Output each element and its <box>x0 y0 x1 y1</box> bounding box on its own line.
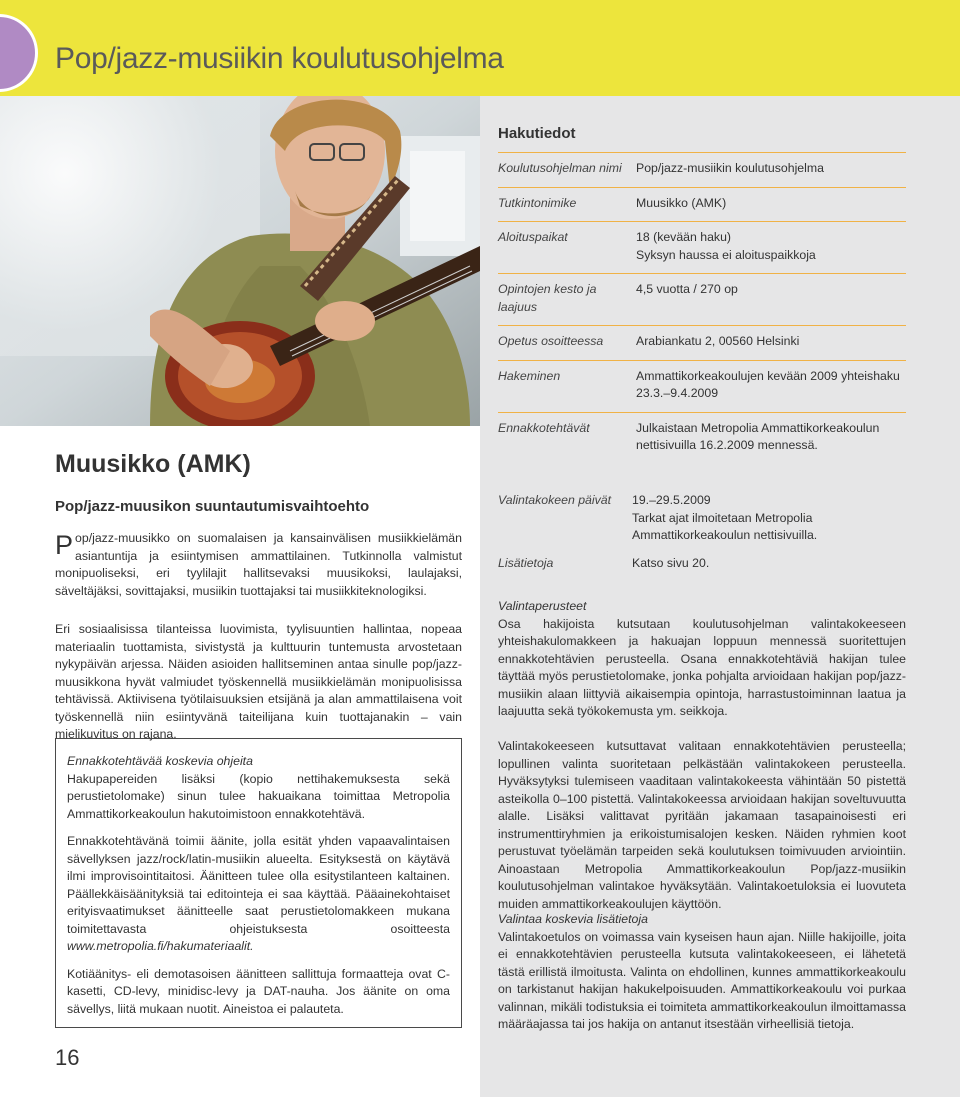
page-title: Pop/jazz-musiikin koulutusohjelma <box>55 42 504 75</box>
exam-description: Valintakokeeseen kutsuttavat valitaan ennakkotehtävien perusteella; lopullinen valinta suoritetaan pelkästään valintakokeen perusteella. Hyväksytyksi tulemiseen vaaditaan valintakokeesta vähintään 50 pistettä asteikolla 0–100 pistettä. Valintakokeessa arvioidaan hakijan soveltuvuutta alalle. Lisäksi valittavat pyritään jakamaan tasapainoisesti eri instrumenttiryhmien ja erikoistumisalojen kesken. Näiden ryhmien koot perustuvat työelämän tarpeiden sekä koulutuksen toimivuuden arviointiin. Ainoastaan Metropolia Ammattikorkeakoulun Pop/jazz-musiikin koulutusohjelman valintakoe hyväksytään. Valintakoetuloksia ei luovuteta muiden ammattikorkeakoulujen käyttöön. <box>498 739 906 911</box>
info-value: Julkaistaan Metropolia Ammattikorkeakoulun nettisivuilla 16.2.2009 mennessä. <box>636 420 880 452</box>
info-label: Opintojen kesto ja laajuus <box>498 282 597 314</box>
degree-heading: Muusikko (AMK) <box>55 450 251 478</box>
application-info-table <box>498 152 906 464</box>
intro-text: op/jazz-muusikko on suomalaisen ja kansainvälisen musiikkielämän asiantuntija ja esiintymisen ammattilainen. Tutkinnolla valmistut monipuoliseksi, eri tyylilajit hallitsevaksi muusikoksi, laulajaksi, säveltäjäksi, sovittajaksi, musiikin tuottajaksi tai musiikkiteknologiksi. <box>55 531 462 598</box>
box-paragraph-3: Kotiäänitys- eli demotasoisen äänitteen sallittuja formaatteja ovat C-kasetti, CD-levy, minidisc-levy ja DAT-nauha. Jos äänite on oma sävellys, liitä mukaan nuotit. Aineistoa ei palauteta. <box>67 966 450 1016</box>
info-value: Katso sivu 20. <box>632 555 710 570</box>
selection-extra-text: Valintakoetulos on voimassa vain kyseisen haun ajan. Niille hakijoille, joita ei ennakkotehtävien perusteella kutsuta valintakokeeseen, ei lähetetä tästä erillistä ilmoitusta. Valinta on ehdollinen, kunnes ammattikorkeakoulu on tarkistanut hakijan hakukelpoisuuden. Ammattikorkeakoulu voi purkaa valinnan, mikäli todistuksia ei toimiteta ammattikorkeakoulun ilmoittamassa määräajassa tai jos hakija on antanut itsestään virheellisiä tietoja. <box>498 929 906 1031</box>
info-label: Valintakokeen päivät <box>498 493 612 507</box>
info-row-exam-dates <box>498 492 906 545</box>
exam-info <box>498 492 906 582</box>
hakutiedot-heading: Hakutiedot <box>498 125 576 142</box>
info-label: Tutkintonimike <box>498 195 577 210</box>
info-value: 19.–29.5.2009 Tarkat ajat ilmoitetaan Metropolia Ammattikorkeakoulun nettisivuilla. <box>632 493 818 542</box>
box-paragraph-2-text: Ennakkotehtävänä toimii äänite, jolla esität yhden vapaavalintaisen sävellyksen jazz/rock/latin-musiikin alueelta. Esityksestä on käytävä ilmi improvisointitaitosi. Äänitteen tulee olla esitystilanteen kaltainen. Päällekkäisäänityksiä tai editointeja ei saa käyttää. Pääainekohtaiset erityisvaatimukset äänitteelle saat perustietolomakkeen mukana toimitettavasta ohjeistuksesta osoitteesta <box>67 834 450 936</box>
info-row-places <box>498 221 906 273</box>
info-row-program <box>498 152 906 187</box>
intro-paragraph <box>55 530 462 600</box>
specialization-heading: Pop/jazz-muusikon suuntautumisvaihtoehto <box>55 498 370 515</box>
info-label: Ennakkotehtävät <box>498 420 590 435</box>
box-paragraph-2 <box>67 833 450 956</box>
info-value: Arabiankatu 2, 00560 Helsinki <box>636 334 800 348</box>
info-row-address <box>498 325 906 360</box>
selection-extra-title: Valintaa koskevia lisätietoja <box>498 912 648 926</box>
info-row-applying <box>498 360 906 412</box>
drop-cap: P <box>55 530 74 560</box>
instructions-box <box>55 738 462 1028</box>
selection-criteria-section <box>498 598 906 721</box>
info-label: Koulutusohjelman nimi <box>498 161 622 175</box>
info-value: 18 (kevään haku) Syksyn haussa ei aloituspaikkoja <box>636 230 816 262</box>
selection-criteria-text: Osa hakijoista kutsutaan koulutusohjelman valintakokeeseen yhteishakulomakkeen ja hakuajan loppuun mennessä suoritettujen ennakkotehtävien perusteella. Osana ennakkotehtäviä hakijan tulee täyttää myös perustietolomake, jonka pohjalta arvioidaan hakijan pop/jazz-musiikin alaan liittyviä aikaisempia opintoja, harrastustoiminnan laatua ja laajuutta sekä työkokemusta ym. seikkoja. <box>498 616 906 718</box>
info-row-duration <box>498 273 906 325</box>
info-row-degree <box>498 187 906 222</box>
info-value: Muusikko (AMK) <box>636 195 727 210</box>
guitarist-photo <box>0 96 480 426</box>
info-value: Ammattikorkeakoulujen kevään 2009 yhteishaku 23.3.–9.4.2009 <box>636 368 900 400</box>
box-paragraph-1: Hakupapereiden lisäksi (kopio nettihakemuksesta sekä perustietolomake) sinun tulee hakuaikana toimittaa Metropolia Ammattikorkeakoulun hakutoimistoon ennakkotehtävä. <box>67 771 450 821</box>
info-label: Aloituspaikat <box>498 230 568 244</box>
info-label: Hakeminen <box>498 368 561 383</box>
hakumateriaalit-link[interactable]: www.metropolia.fi/hakumateriaalit. <box>67 939 254 953</box>
selection-criteria-title: Valintaperusteet <box>498 599 587 613</box>
info-label: Lisätietoja <box>498 555 554 570</box>
box-title: Ennakkotehtävää koskevia ohjeita <box>67 754 253 768</box>
info-row-pre-tasks <box>498 412 906 464</box>
info-value: 4,5 vuotta / 270 op <box>636 282 738 296</box>
info-value: Pop/jazz-musiikin koulutusohjelma <box>636 161 824 175</box>
selection-extra-section <box>498 911 906 1034</box>
paragraph-2: Eri sosiaalisissa tilanteissa luovimista, tyylisuuntien hallintaa, nopeaa materiaalin tuottamista, sivistystä ja kulttuurin tuntemusta arvostetaan nykypäivän arjessa. Näiden asioiden hallitseminen antaa sinulle pop/jazz-muusikkona hyvät valmiudet työskennellä musiikkielämän monipuolisissa tehtävissä. Aktiivisena työtilaisuuksien etsijänä ja alan ammattilaisena voit työskennellä niin esiintyvänä taiteilijana kuin tuottajanakin – vain mielikuvitus on rajana. <box>55 622 462 741</box>
info-label: Opetus osoitteessa <box>498 334 604 348</box>
info-row-more-info <box>498 555 906 573</box>
page-number: 16 <box>55 1045 80 1070</box>
